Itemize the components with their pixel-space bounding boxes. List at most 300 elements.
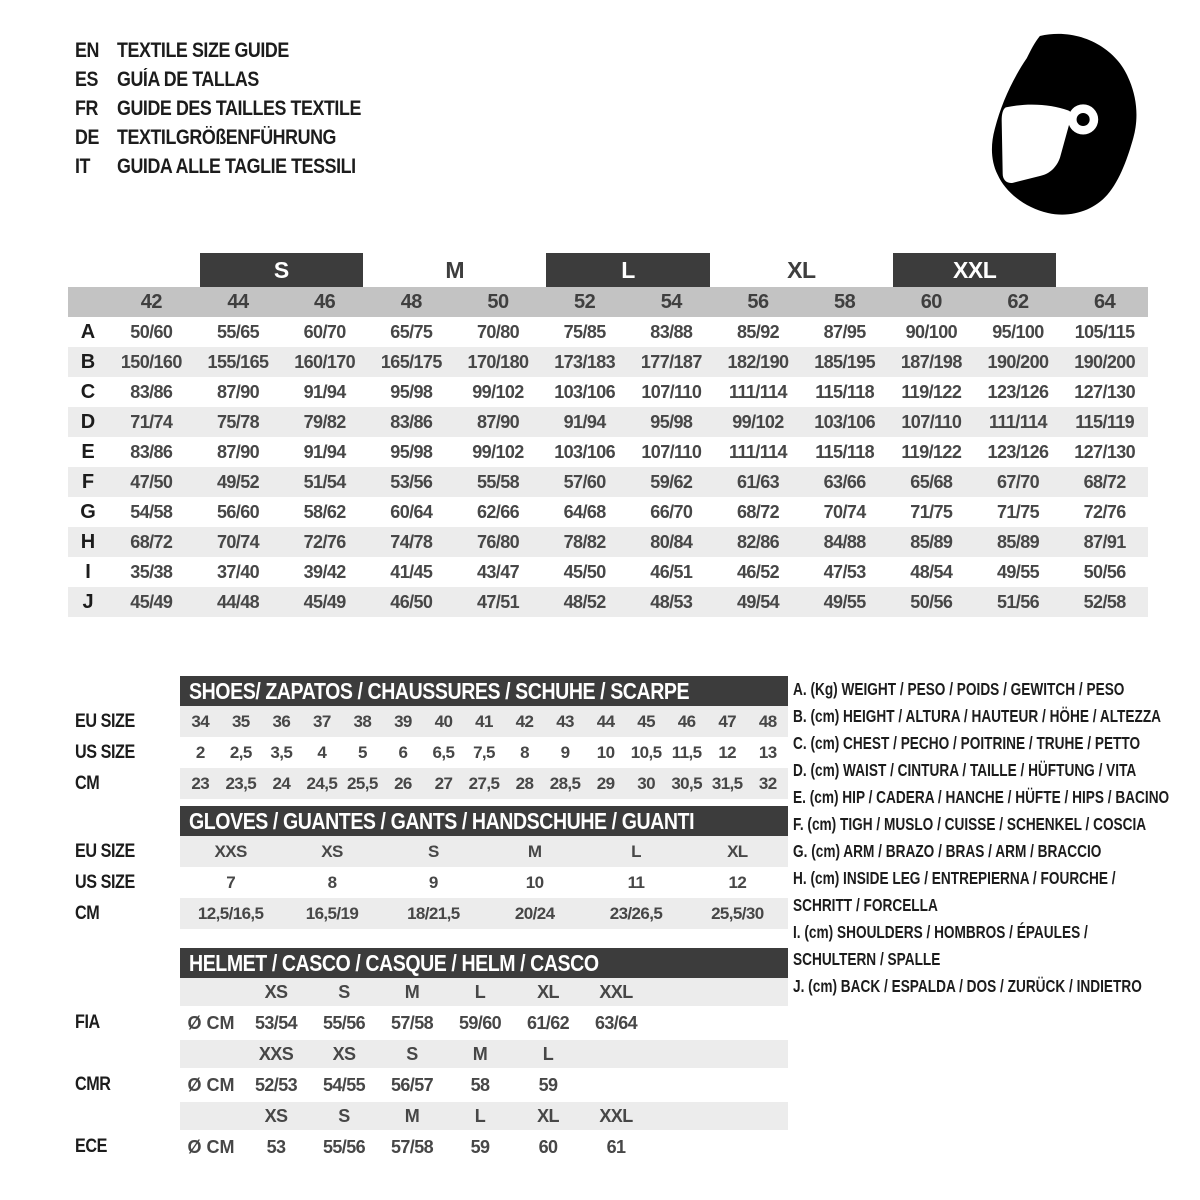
- size-value-cell: 70/74: [823, 501, 866, 522]
- row-label-text: US SIZE: [75, 741, 135, 763]
- size-cell: S: [427, 841, 439, 861]
- language-title-text: TEXTILE SIZE GUIDE: [117, 38, 289, 62]
- size-group-l: [546, 253, 709, 287]
- language-code-fr: [75, 97, 117, 121]
- legend-line-text: G. (cm) ARM / BRAZO / BRAS / ARM / BRACCIO: [793, 841, 1102, 861]
- size-value-cell: 90/100: [905, 321, 958, 342]
- language-code-text: IT: [75, 154, 91, 178]
- language-title-text: TEXTILGRÖßENFÜHRUNG: [117, 125, 337, 149]
- size-cell: L: [631, 841, 641, 861]
- helmet-value-cell: 57/58: [390, 1136, 434, 1157]
- legend-line: [793, 865, 1200, 892]
- legend-line: [793, 892, 1200, 919]
- gloves-title: GLOVES / GUANTES / GANTS / HANDSCHUHE / GUANTI: [189, 807, 695, 834]
- size-value-cell: 82/86: [736, 531, 780, 552]
- size-value-cell: 45/50: [563, 561, 606, 582]
- size-value-cell: 48/52: [563, 591, 606, 612]
- size-group-label: XL: [787, 256, 816, 283]
- language-code-en: [75, 39, 117, 63]
- size-value-cell: 83/88: [650, 321, 693, 342]
- numeric-size-cell: 42: [140, 290, 162, 313]
- helmet-groups: [0, 978, 1200, 1164]
- size-value-cell: 103/106: [814, 411, 876, 432]
- helmet-size-cell: M: [472, 1043, 488, 1064]
- size-cell: 32: [758, 773, 777, 793]
- legend-line-text: B. (cm) HEIGHT / ALTURA / HAUTEUR / HÖHE / ALTEZZA: [793, 706, 1162, 726]
- language-title-text: GUÍA DE TALLAS: [117, 67, 259, 91]
- size-value-cell: 115/119: [1075, 411, 1135, 432]
- size-value-cell: 115/118: [815, 441, 875, 462]
- size-value-cell: 59/62: [650, 471, 693, 492]
- size-cell: 43: [556, 711, 574, 731]
- row-label-cm: [75, 768, 104, 799]
- helmet-size-header-row-cmr: [0, 1040, 1200, 1068]
- size-value-cell: 62/66: [476, 501, 520, 522]
- legend-item-e: [793, 784, 1200, 811]
- size-value-cell: 61/63: [736, 471, 780, 492]
- size-value-cell: 87/90: [216, 441, 260, 462]
- size-value-cell: 87/90: [476, 411, 520, 432]
- legend: [793, 676, 1200, 1000]
- size-cell: 3,5: [270, 742, 293, 762]
- gloves-values-eu-size: [180, 836, 788, 867]
- helmet-size-cell: L: [542, 1043, 554, 1064]
- helmet-values-ece: [180, 1130, 788, 1164]
- helmet-value-cell: 55/56: [322, 1012, 366, 1033]
- row-letter: E: [81, 440, 95, 463]
- helmet-value-cell: 63/64: [594, 1012, 638, 1033]
- size-value-cell: 177/187: [640, 351, 702, 372]
- language-code-text: DE: [75, 125, 99, 149]
- size-cell: 31,5: [711, 773, 743, 793]
- helmet-value-cell: 53/54: [254, 1012, 298, 1033]
- size-group-xl: [720, 253, 883, 287]
- size-value-cell: 165/175: [380, 351, 442, 372]
- row-label-text: US SIZE: [75, 871, 135, 893]
- measurement-row-i: [68, 557, 1148, 587]
- helmet-size-cell: L: [474, 1105, 486, 1126]
- helmet-size-cell: S: [338, 981, 350, 1002]
- measurement-row-f: [68, 467, 1148, 497]
- size-cell: 7,5: [473, 742, 495, 762]
- size-value-cell: 87/91: [1083, 531, 1126, 552]
- size-value-cell: 190/200: [1074, 351, 1136, 372]
- numeric-size-row: [68, 287, 1148, 317]
- size-value-cell: 127/130: [1074, 441, 1136, 462]
- language-title-es: [117, 68, 284, 92]
- size-cell: 9: [428, 872, 438, 892]
- legend-line-text: E. (cm) HIP / CADERA / HANCHE / HÜFTE / HIPS / BACINO: [793, 787, 1170, 807]
- size-value-cell: 72/76: [303, 531, 346, 552]
- size-value-cell: 78/82: [563, 531, 606, 552]
- size-value-cell: 50/56: [910, 591, 953, 612]
- measurement-row-b: [68, 347, 1148, 377]
- size-value-cell: 83/86: [130, 441, 173, 462]
- size-value-cell: 84/88: [823, 531, 866, 552]
- helmet-icon: [972, 30, 1150, 216]
- size-value-cell: 57/60: [563, 471, 606, 492]
- helmet-size-header-ece: [180, 1102, 788, 1130]
- language-title-en: [117, 39, 319, 63]
- size-value-cell: 49/55: [996, 561, 1040, 582]
- helmet-value-cell: 59: [538, 1074, 558, 1095]
- size-value-cell: 71/75: [910, 501, 953, 522]
- size-value-cell: 48/53: [650, 591, 693, 612]
- size-value-cell: 173/183: [554, 351, 616, 372]
- legend-item-d: [793, 757, 1200, 784]
- numeric-size-cell: 54: [660, 290, 682, 313]
- size-group-label: L: [621, 256, 635, 283]
- legend-line-text: J. (cm) BACK / ESPALDA / DOS / ZURÜCK / INDIETRO: [793, 976, 1142, 996]
- size-value-cell: 170/180: [467, 351, 529, 372]
- size-cell: 24,5: [306, 773, 338, 793]
- size-value-cell: 103/106: [554, 441, 616, 462]
- helmet-value-cell: 54/55: [322, 1074, 366, 1095]
- legend-item-h: [793, 865, 1200, 919]
- measurement-row-d: [68, 407, 1148, 437]
- size-value-cell: 87/95: [823, 321, 866, 342]
- row-label-eu-size: [75, 836, 145, 867]
- size-value-cell: 43/47: [476, 561, 520, 582]
- language-title-text: GUIDE DES TAILLES TEXTILE: [117, 96, 361, 120]
- size-cell: 23,5: [225, 773, 257, 793]
- legend-line: [793, 676, 1200, 703]
- size-value-cell: 99/102: [472, 441, 524, 462]
- size-value-cell: 46/52: [736, 561, 780, 582]
- standard-label-text: ECE: [75, 1136, 107, 1157]
- size-value-cell: 55/58: [476, 471, 520, 492]
- numeric-size-cell: 62: [1007, 290, 1029, 313]
- size-value-cell: 111/114: [729, 381, 787, 402]
- size-group-label: S: [273, 256, 289, 283]
- size-value-cell: 66/70: [650, 501, 693, 522]
- size-value-cell: 99/102: [732, 411, 784, 432]
- legend-item-b: [793, 703, 1200, 730]
- language-code-de: [75, 126, 117, 150]
- size-value-cell: 185/195: [814, 351, 876, 372]
- shoes-title-bar: [180, 676, 788, 706]
- size-value-cell: 105/115: [1074, 321, 1135, 342]
- size-cell: 29: [596, 773, 615, 793]
- size-value-cell: 123/126: [987, 441, 1049, 462]
- size-value-cell: 190/200: [987, 351, 1049, 372]
- gloves-title-bar: [180, 806, 788, 836]
- row-label-us-size: [75, 867, 145, 898]
- size-cell: 42: [515, 711, 534, 731]
- size-group-label: XXL: [953, 256, 997, 283]
- gloves-values-cm: [180, 898, 788, 929]
- numeric-size-cell: 48: [400, 290, 422, 313]
- size-value-cell: 91/94: [303, 441, 346, 462]
- size-group-row: [68, 253, 1148, 287]
- measurement-row-g: [68, 497, 1148, 527]
- size-cell: 25,5: [347, 773, 378, 793]
- legend-line: [793, 703, 1200, 730]
- size-cell: 37: [313, 711, 331, 731]
- language-row: [75, 94, 404, 123]
- size-cell: 28: [515, 773, 534, 793]
- standard-label-ece: [75, 1130, 113, 1164]
- size-cell: 39: [394, 711, 412, 731]
- size-cell: 10: [525, 872, 544, 892]
- size-cell: M: [527, 841, 542, 861]
- size-value-cell: 119/122: [901, 441, 962, 462]
- language-code-text: FR: [75, 96, 98, 120]
- helmet-values-row-cmr: [0, 1068, 1200, 1102]
- size-cell: 12: [728, 872, 747, 892]
- size-cell: 46: [677, 711, 696, 731]
- size-value-cell: 111/114: [729, 441, 787, 462]
- row-letter: I: [85, 560, 91, 583]
- size-cell: 40: [434, 711, 453, 731]
- size-value-cell: 70/74: [216, 531, 260, 552]
- legend-line-text: SCHULTERN / SPALLE: [793, 949, 941, 969]
- size-value-cell: 85/89: [910, 531, 953, 552]
- size-cell: 2: [195, 742, 205, 762]
- language-title-it: [117, 155, 398, 179]
- numeric-size-cell: 56: [747, 290, 769, 313]
- size-cell: 35: [231, 711, 250, 731]
- helmet-title-bar: [180, 948, 788, 978]
- numeric-size-cell: 58: [834, 290, 856, 313]
- size-cell: 44: [596, 711, 615, 731]
- size-value-cell: 49/54: [736, 591, 780, 612]
- size-value-cell: 79/82: [303, 411, 346, 432]
- size-cell: 41: [475, 711, 493, 731]
- size-cell: 16,5/19: [305, 903, 359, 923]
- size-value-cell: 67/70: [996, 471, 1040, 492]
- helmet-size-cell: S: [406, 1043, 418, 1064]
- size-value-cell: 127/130: [1074, 381, 1136, 402]
- size-group-m: [373, 253, 536, 287]
- size-value-cell: 65/75: [390, 321, 433, 342]
- language-code-text: EN: [75, 38, 99, 62]
- size-cell: 45: [637, 711, 655, 731]
- size-value-cell: 49/52: [216, 471, 260, 492]
- size-value-cell: 95/98: [650, 411, 693, 432]
- legend-item-g: [793, 838, 1200, 865]
- helmet-values-row-ece: [0, 1130, 1200, 1164]
- diameter-unit-cell: Ø CM: [187, 1074, 235, 1095]
- size-value-cell: 39/42: [303, 561, 346, 582]
- language-row: [75, 123, 404, 152]
- gloves-values-us-size: [180, 867, 788, 898]
- size-value-cell: 60/70: [303, 321, 346, 342]
- size-cell: 12: [718, 742, 737, 762]
- row-letter: A: [80, 320, 96, 343]
- size-cell: 9: [560, 742, 570, 762]
- size-cell: 8: [520, 742, 529, 762]
- legend-line-text: A. (Kg) WEIGHT / PESO / POIDS / GEWITCH / PESO: [793, 679, 1125, 699]
- size-cell: 34: [191, 711, 210, 731]
- size-value-cell: 37/40: [216, 561, 260, 582]
- size-value-cell: 47/50: [130, 471, 173, 492]
- standard-label-text: CMR: [75, 1074, 111, 1095]
- language-list: [75, 36, 404, 181]
- size-value-cell: 68/72: [1083, 471, 1126, 492]
- legend-item-j: [793, 973, 1200, 1000]
- helmet-value-cell: 56/57: [390, 1074, 434, 1095]
- size-value-cell: 50/60: [130, 321, 173, 342]
- size-value-cell: 91/94: [563, 411, 606, 432]
- numeric-size-cell: 46: [314, 290, 336, 313]
- size-value-cell: 41/45: [390, 561, 433, 582]
- helmet-size-cell: XS: [332, 1043, 356, 1064]
- helmet-value-cell: 57/58: [390, 1012, 434, 1033]
- helmet-values-row-fia: [0, 1006, 1200, 1040]
- language-row: [75, 36, 404, 65]
- language-code-text: ES: [75, 67, 98, 91]
- row-label-us-size: [75, 737, 145, 768]
- size-cell: 28,5: [549, 773, 581, 793]
- size-group-label: M: [445, 256, 464, 283]
- size-value-cell: 60/64: [390, 501, 433, 522]
- size-cell: XL: [727, 841, 748, 861]
- size-value-cell: 65/68: [910, 471, 953, 492]
- legend-line-text: I. (cm) SHOULDERS / HOMBROS / ÉPAULES /: [793, 922, 1088, 942]
- size-value-cell: 64/68: [563, 501, 606, 522]
- size-cell: 27,5: [468, 773, 500, 793]
- helmet-size-cell: XXL: [599, 981, 633, 1002]
- helmet-value-cell: 59: [470, 1136, 490, 1157]
- size-value-cell: 52/58: [1083, 591, 1126, 612]
- size-value-cell: 68/72: [736, 501, 780, 522]
- language-title-fr: [117, 97, 404, 121]
- size-value-cell: 46/50: [390, 591, 433, 612]
- size-value-cell: 55/65: [216, 321, 260, 342]
- legend-line: [793, 730, 1200, 757]
- row-letter: C: [80, 380, 96, 403]
- size-value-cell: 70/80: [476, 321, 520, 342]
- size-cell: 20/24: [514, 903, 555, 923]
- language-row: [75, 65, 404, 94]
- legend-line: [793, 757, 1200, 784]
- helmet-size-header-row-ece: [0, 1102, 1200, 1130]
- helmet-value-cell: 61/62: [526, 1012, 570, 1033]
- standard-label-cmr: [75, 1068, 117, 1102]
- legend-line-text: C. (cm) CHEST / PECHO / POITRINE / TRUHE / PETTO: [793, 733, 1141, 753]
- size-cell: 5: [357, 742, 367, 762]
- size-cell: 10: [596, 742, 615, 762]
- language-row: [75, 152, 404, 181]
- helmet-values-cmr: [180, 1068, 788, 1102]
- size-value-cell: 54/58: [130, 501, 173, 522]
- size-value-cell: 46/51: [650, 561, 693, 582]
- row-label-text: CM: [75, 772, 100, 794]
- shoes-values-eu-size: [180, 706, 788, 737]
- size-value-cell: 75/85: [563, 321, 606, 342]
- row-label-eu-size: [75, 706, 145, 737]
- size-value-cell: 51/56: [996, 591, 1040, 612]
- size-value-cell: 49/55: [823, 591, 866, 612]
- numeric-size-cell: 64: [1094, 290, 1116, 313]
- helmet-size-cell: L: [474, 981, 486, 1002]
- legend-item-f: [793, 811, 1200, 838]
- legend-line: [793, 784, 1200, 811]
- helmet-size-cell: XS: [264, 1105, 288, 1126]
- size-cell: XS: [321, 841, 343, 861]
- size-value-cell: 87/90: [216, 381, 260, 402]
- size-value-cell: 80/84: [650, 531, 693, 552]
- size-value-cell: 35/38: [130, 561, 173, 582]
- legend-item-c: [793, 730, 1200, 757]
- size-cell: 30,5: [671, 773, 702, 793]
- size-cell: 23: [191, 773, 210, 793]
- size-value-cell: 47/51: [476, 591, 520, 612]
- size-value-cell: 187/198: [900, 351, 962, 372]
- numeric-size-cell: 50: [487, 290, 509, 313]
- size-value-cell: 71/74: [130, 411, 173, 432]
- size-value-cell: 51/54: [303, 471, 346, 492]
- helmet-size-header-cmr: [180, 1040, 788, 1068]
- size-value-cell: 72/76: [1083, 501, 1126, 522]
- size-value-cell: 103/106: [554, 381, 616, 402]
- size-cell: 2,5: [229, 742, 252, 762]
- size-value-cell: 95/98: [390, 441, 433, 462]
- helmet-value-cell: 53: [266, 1136, 286, 1157]
- size-value-cell: 53/56: [390, 471, 433, 492]
- size-cell: 47: [718, 711, 737, 731]
- size-cell: 24: [272, 773, 291, 793]
- size-value-cell: 75/78: [216, 411, 260, 432]
- size-value-cell: 160/170: [294, 351, 356, 372]
- size-value-cell: 123/126: [987, 381, 1049, 402]
- helmet-values-fia: [180, 1006, 788, 1040]
- row-label-text: EU SIZE: [75, 710, 135, 732]
- size-cell: 48: [758, 711, 777, 731]
- size-cell: 7: [226, 872, 236, 892]
- size-cell: 26: [394, 773, 412, 793]
- size-value-cell: 182/190: [727, 351, 789, 372]
- legend-item-i: [793, 919, 1200, 973]
- legend-line: [793, 838, 1200, 865]
- row-label-text: CM: [75, 902, 100, 924]
- measurement-row-a: [68, 317, 1148, 347]
- shoes-values-cm: [180, 768, 788, 799]
- helmet-size-cell: S: [338, 1105, 350, 1126]
- legend-line: [793, 919, 1200, 946]
- size-value-cell: 95/100: [992, 321, 1044, 342]
- helmet-value-cell: 58: [470, 1074, 490, 1095]
- size-value-cell: 111/114: [989, 411, 1047, 432]
- size-value-cell: 71/75: [996, 501, 1040, 522]
- legend-line: [793, 946, 1200, 973]
- size-cell: 8: [327, 872, 337, 892]
- size-value-cell: 107/110: [641, 381, 702, 402]
- legend-line: [793, 811, 1200, 838]
- size-value-cell: 107/110: [901, 411, 962, 432]
- size-value-cell: 91/94: [303, 381, 346, 402]
- helmet-value-cell: 60: [538, 1136, 558, 1157]
- helmet-size-header-fia: [180, 978, 788, 1006]
- helmet-value-cell: 61: [606, 1136, 626, 1157]
- size-cell: 38: [353, 711, 372, 731]
- measurement-row-h: [68, 527, 1148, 557]
- size-value-cell: 115/118: [815, 381, 875, 402]
- size-value-cell: 85/89: [996, 531, 1040, 552]
- size-value-cell: 155/165: [207, 351, 269, 372]
- size-cell: 6,5: [432, 742, 455, 762]
- size-value-cell: 99/102: [472, 381, 524, 402]
- size-cell: XXS: [214, 841, 247, 861]
- size-cell: 10,5: [630, 742, 662, 762]
- diameter-unit-cell: Ø CM: [187, 1012, 235, 1033]
- size-value-cell: 47/53: [823, 561, 866, 582]
- size-value-cell: 48/54: [910, 561, 953, 582]
- size-value-cell: 83/86: [130, 381, 173, 402]
- measurement-row-e: [68, 437, 1148, 467]
- helmet-size-cell: XL: [537, 1105, 559, 1126]
